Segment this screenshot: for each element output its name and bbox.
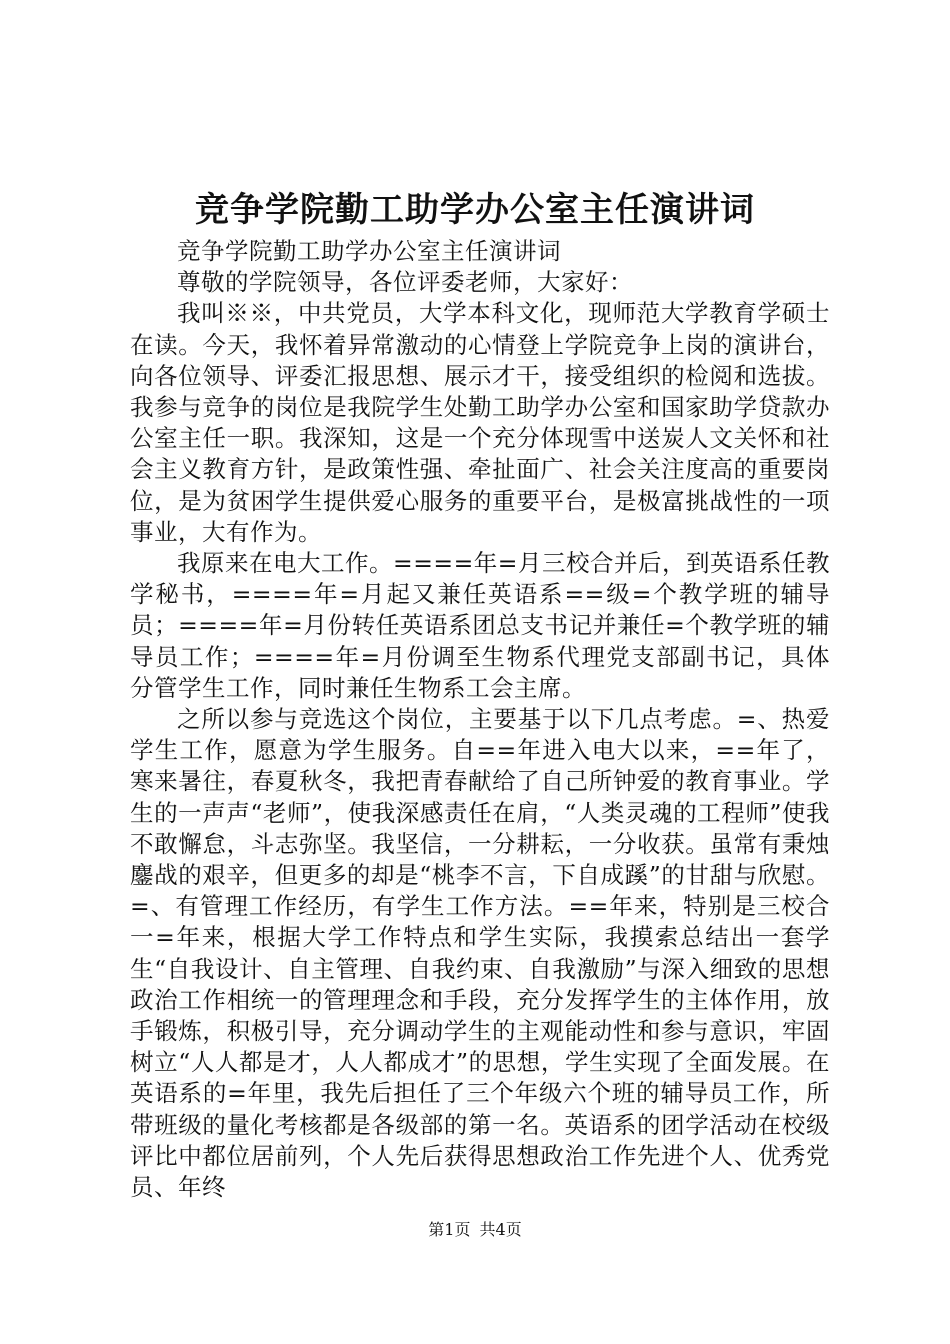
paragraph-work-history: 我原来在电大工作。====年=月三校合并后，到英语系任教学秘书，====年=月起又兼任英语系==级=个教学班的辅导员；====年=月份转任英语系团总支书记并兼任=个教学班的辅导员工作；====年=月份调至生物系代理党支部副书记，具体分管学生工作，同时兼任生物系工会主席。 <box>130 549 830 702</box>
page-total: 共4页 <box>479 1220 522 1239</box>
document-title: 竞争学院勤工助学办公室主任演讲词 <box>195 190 755 230</box>
paragraph-introduction: 我叫※※，中共党员，大学本科文化，现师范大学教育学硕士在读。今天，我怀着异常激动的心情登上学院竞争上岗的演讲台，向各位领导、评委汇报思想、展示才干，接受组织的检阅和选拔。我参与竞争的岗位是我院学生处勤工助学办公室和国家助学贷款办公室主任一职。我深知，这是一个充分体现雪中送炭人文关怀和社会主义教育方针，是政策性强、牵扯面广、社会关注度高的重要岗位，是为贫困学生提供爱心服务的重要平台，是极富挑战性的一项事业，大有作为。 <box>130 299 830 546</box>
paragraph-subtitle: 竞争学院勤工助学办公室主任演讲词 <box>177 237 561 265</box>
paragraph-reasons: 之所以参与竞选这个岗位，主要基于以下几点考虑。=、热爱学生工作，愿意为学生服务。自==年进入电大以来，==年了，寒来暑往，春夏秋冬，我把青春献给了自己所钟爱的教育事业。学生的一声声“老师”，使我深感责任在肩，“人类灵魂的工程师”使我不敢懈怠，斗志弥坚。我坚信，一分耕耘，一分收获。虽常有秉烛鏖战的艰辛，但更多的却是“桃李不言，下自成蹊”的甘甜与欣慰。=、有管理工作经历，有学生工作方法。==年来，特别是三校合一=年来，根据大学工作特点和学生实际，我摸索总结出一套学生“自我设计、自主管理、自我约束、自我激励”与深入细致的思想政治工作相统一的管理理念和手段，充分发挥学生的主体作用，放手锻炼，积极引导，充分调动学生的主观能动性和参与意识，牢固树立“人人都是才，人人都成才”的思想，学生实现了全面发展。在英语系的=年里，我先后担任了三个年级六个班的辅导员工作，所带班级的量化考核都是各级部的第一名。英语系的团学活动在校级评比中都位居前列，个人先后获得思想政治工作先进个人、优秀党员、年终 <box>130 705 830 1202</box>
page-footer <box>0 1218 950 1242</box>
document-body <box>130 236 830 1203</box>
page-number: 第1页 <box>428 1220 471 1239</box>
paragraph-greeting: 尊敬的学院领导，各位评委老师，大家好： <box>177 268 633 297</box>
